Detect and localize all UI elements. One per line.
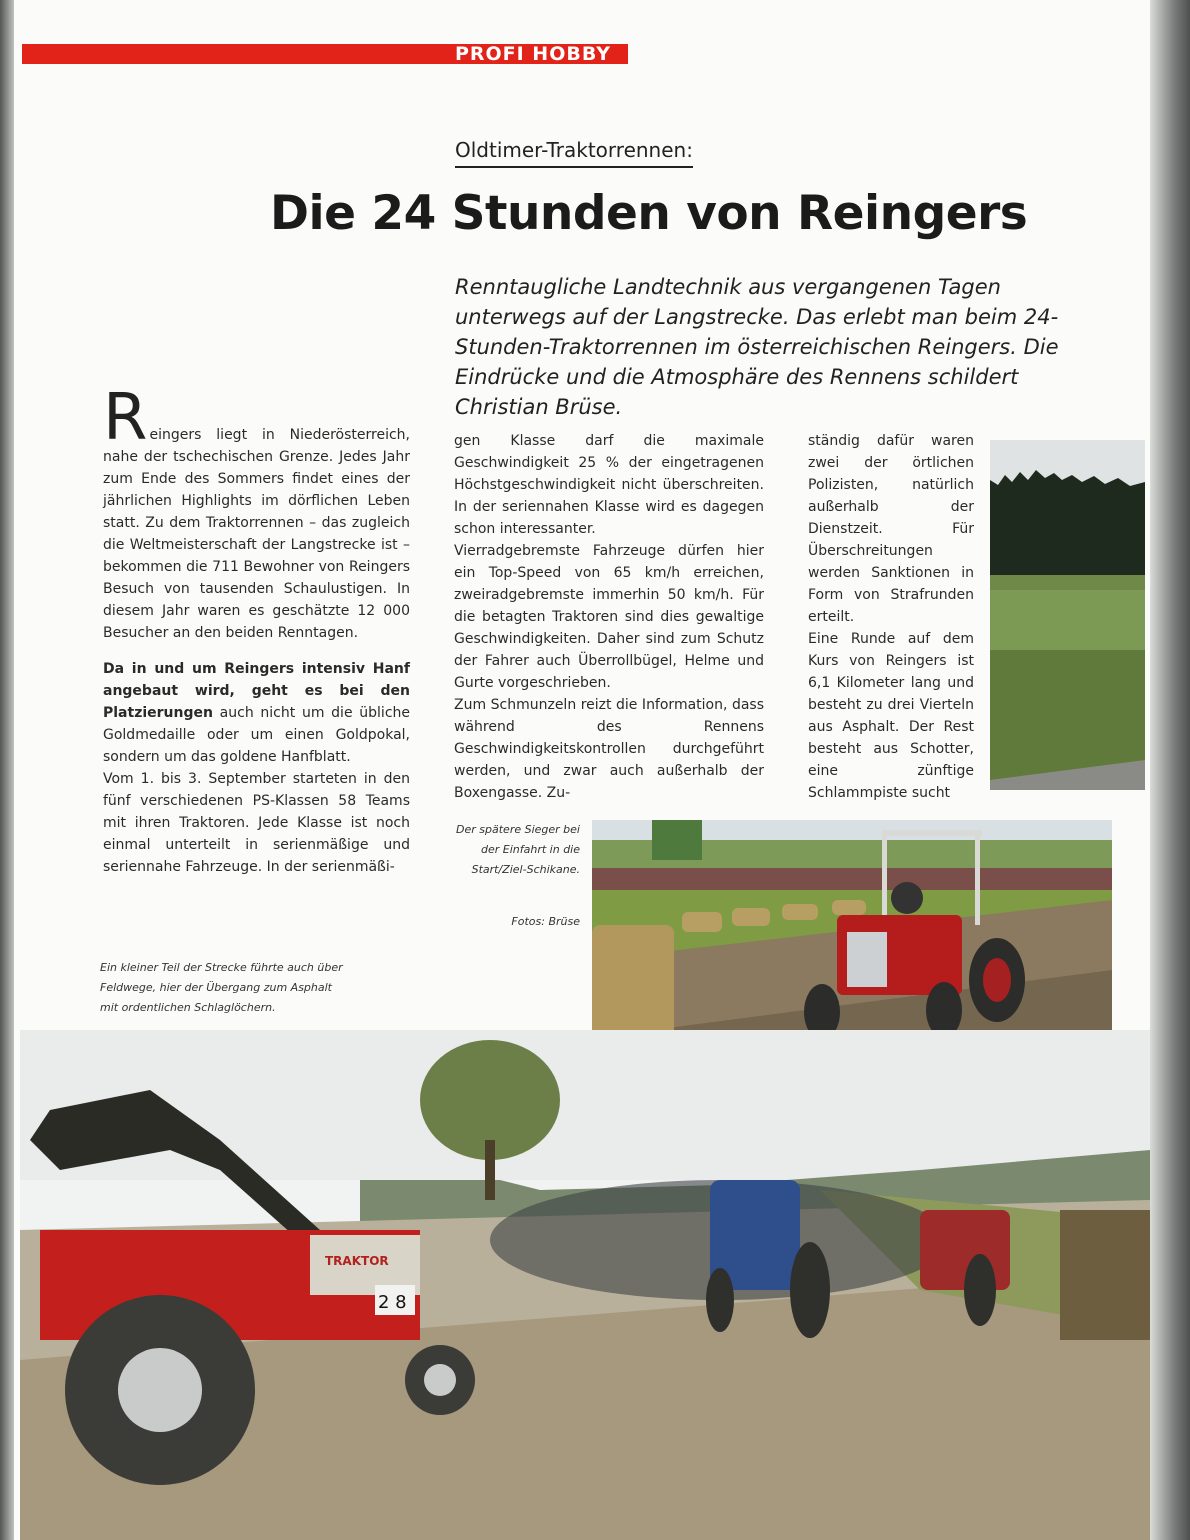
page-left-edge — [0, 0, 14, 1540]
caption-track: Ein kleiner Teil der Strecke führte auch über Feldwege, hier der Übergang zum Asphalt mit ordentlichen Schlaglöchern. — [100, 961, 343, 1014]
column-2 — [454, 430, 764, 804]
paragraph-6: Zum Schmunzeln reizt die Information, dass während des Rennens Geschwindigkeitskontrollen durchgeführt werden, und zwar auch außerhalb der Boxengasse. Zu- — [454, 697, 764, 801]
paragraph-8: Eine Runde auf dem Kurs von Reingers ist 6,1 Kilometer lang und besteht zu drei Vierteln aus Asphalt. Der Rest besteht aus Schotter, eine zünftige Schlammpiste sucht — [808, 631, 974, 801]
paragraph-3: Vom 1. bis 3. September starteten in den fünf verschiedenen PS-Klassen 58 Teams mit ihren Traktoren. Jede Klasse ist noch einmal unterteilt in serienmäßige und seriennahe Fahrzeuge. In der serienmäßi- — [103, 771, 410, 875]
race-photo — [20, 1030, 1150, 1540]
section-label: PROFI HOBBY — [454, 43, 612, 65]
landscape-photo — [990, 440, 1145, 790]
article-kicker: Oldtimer-Traktorrennen: — [455, 138, 693, 168]
drop-cap: R — [103, 381, 148, 455]
tractor-sign: TRAKTOR — [325, 1254, 389, 1268]
paragraph-4: gen Klasse darf die maximale Geschwindigkeit 25 % der eingetragenen Höchstgeschwindigkeit nicht überschreiten. In der seriennahen Klasse wird es dagegen schon interessanter. — [454, 433, 764, 537]
caption-winner: Der spätere Sieger bei der Einfahrt in die Start/Ziel-Schikane. — [456, 823, 580, 876]
paragraph-2: Da in und um Reingers intensiv Hanf angebaut wird, geht es bei den Platzierungen auch nicht um die übliche Goldmedaille oder um einen Goldpokal, sondern um das goldene Hanfblatt. — [103, 661, 410, 765]
paragraph-7: ständig dafür waren zwei der örtlichen Polizisten, natürlich außerhalb der Dienstzeit. Für Überschreitungen werden Sanktionen in Form von Strafrunden erteilt. — [808, 433, 974, 625]
paragraph-5: Vierradgebremste Fahrzeuge dürfen hier ein Top-Speed von 65 km/h erreichen, zweiradgebremste immerhin 50 km/h. Für die betagten Traktoren sind dies gewaltige Geschwindigkeiten. Daher sind zum Schutz der Fahrer auch Überrollbügel, Helme und Gurte vorgeschrieben. — [454, 543, 764, 691]
column-1 — [103, 381, 410, 878]
column-3 — [808, 430, 974, 804]
subhead-bold: Da in und um Reingers intensiv Hanf angebaut wird, geht es bei den Platzierungen — [103, 661, 410, 721]
photo-credit: Fotos: Brüse — [511, 915, 580, 928]
paragraph-1: Reingers liegt in Niederösterreich, nahe der tschechischen Grenze. Jedes Jahr zum Ende des Sommers findet eines der jährlichen Highlights im dörflichen Leben statt. Zu dem Traktorrennen – das zugleich die Weltmeisterschaft der Langstrecke ist – bekommen die 711 Bewohner von Reingers Besuch von tausenden Schaulustigen. In diesem Jahr waren es geschätzte 12 000 Besucher an den beiden Renntagen. — [103, 381, 410, 641]
article-title: Die 24 Stunden von Reingers — [270, 186, 1028, 241]
article-lead: Renntaugliche Landtechnik aus vergangenen Tagen unterwegs auf der Langstrecke. Das erlebt man beim 24-Stunden-Traktorrennen im österreichischen Reingers. Die Eindrücke und die Atmosphäre des Rennens schildert Christian Brüse. — [455, 275, 1059, 419]
start-number: 2 8 — [378, 1292, 407, 1313]
magazine-spine — [1150, 0, 1190, 1540]
